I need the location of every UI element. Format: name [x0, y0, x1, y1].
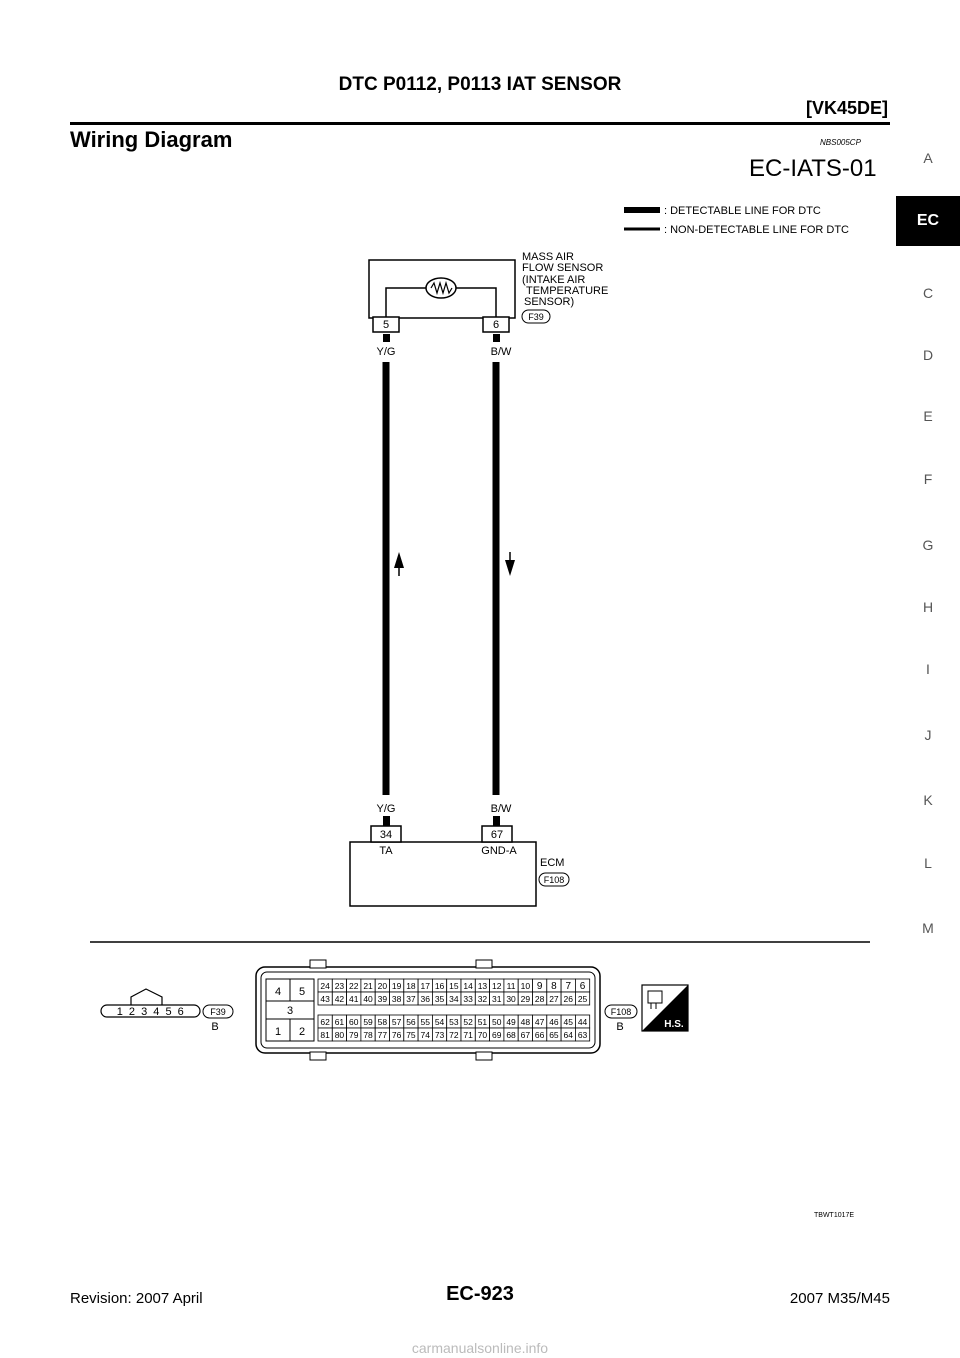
legend-detectable-text: : DETECTABLE LINE FOR DTC [664, 205, 821, 217]
wires [377, 334, 515, 826]
housing-latch [476, 1052, 492, 1060]
power-pin-3: 3 [286, 1005, 294, 1017]
pin-number: 47 [534, 1017, 545, 1027]
pin-number: 60 [349, 1017, 359, 1027]
connector-lock-tab [131, 989, 162, 1005]
pin-number: 28 [534, 994, 545, 1004]
pin-number: 14 [463, 981, 473, 991]
legend-non-detectable-text: : NON-DETECTABLE LINE FOR DTC [664, 224, 849, 236]
pin-number: 67 [520, 1030, 531, 1040]
ecm-signal-gnd-a: GND-A [481, 845, 517, 857]
pin-number: 55 [420, 1017, 430, 1027]
pin-number: 7 [565, 981, 572, 992]
power-pin-2: 2 [298, 1026, 306, 1038]
diagram-id: EC-IATS-01 [749, 155, 877, 182]
pin-number: 80 [334, 1030, 345, 1040]
pin-number: 17 [420, 981, 430, 991]
pin-number: 53 [449, 1017, 459, 1027]
pin-number: 66 [534, 1030, 545, 1040]
sensor-pin-5: 5 [382, 319, 390, 331]
pin-number: 74 [420, 1030, 430, 1040]
ecm-pin-67: 67 [490, 829, 504, 841]
pin-number: 10 [520, 981, 531, 991]
pin-number: 34 [449, 994, 459, 1004]
pin-number: 69 [492, 1030, 502, 1040]
wire-color-bottom-right: B/W [490, 803, 512, 815]
signal-arrow-down-icon [505, 560, 515, 576]
pin-number: 59 [363, 1017, 373, 1027]
housing-latch [476, 960, 492, 968]
pin-number: 26 [563, 994, 573, 1004]
pin-number: 56 [406, 1017, 416, 1027]
pin-number: 61 [334, 1017, 345, 1027]
pin-number: 46 [549, 1017, 559, 1027]
pin-number: 65 [549, 1030, 559, 1040]
pin-number: 31 [492, 994, 502, 1004]
ecm-unit [350, 826, 569, 906]
terminal-stub [383, 334, 390, 342]
pin-number: 75 [406, 1030, 416, 1040]
pin-number: 62 [320, 1017, 330, 1027]
pin-number: 33 [463, 994, 473, 1004]
pin-number: 44 [577, 1017, 588, 1027]
section-title: Wiring Diagram [70, 127, 233, 152]
index-tab-l[interactable]: L [924, 855, 932, 871]
pin-number: 30 [506, 994, 516, 1004]
pin-number: 32 [477, 994, 488, 1004]
f108-connector-view [256, 960, 637, 1060]
pin-number: 25 [577, 994, 588, 1004]
legend [624, 205, 849, 236]
wire-color-top-right: B/W [490, 346, 512, 358]
pin-number: 37 [406, 994, 416, 1004]
pin-number: 49 [506, 1017, 516, 1027]
f108-connector-id: F108 [610, 1007, 632, 1017]
f39-connector-id: F39 [210, 1007, 226, 1017]
pin-number: 58 [377, 1017, 388, 1027]
pin-number: 38 [391, 994, 402, 1004]
pin-number: 64 [563, 1030, 573, 1040]
index-tab-c[interactable]: C [922, 285, 934, 301]
pin-number: 72 [449, 1030, 459, 1040]
hs-label: H.S. [664, 1019, 684, 1030]
index-tab-h[interactable]: H [922, 599, 934, 615]
pin-number: 22 [349, 981, 359, 991]
f39-pin-numbers: 1 2 3 4 5 6 [116, 1006, 186, 1018]
pin-number: 27 [549, 994, 559, 1004]
index-tab-j[interactable]: J [924, 727, 932, 743]
index-tab-d[interactable]: D [922, 347, 934, 363]
pin-number: 41 [349, 994, 359, 1004]
pin-number: 79 [349, 1030, 359, 1040]
pin-number: 71 [463, 1030, 473, 1040]
index-tab-i[interactable]: I [926, 661, 930, 677]
pin-number: 19 [391, 981, 402, 991]
pin-number: 76 [391, 1030, 402, 1040]
index-tab-e[interactable]: E [923, 408, 933, 424]
pin-number: 9 [536, 981, 543, 992]
page-title: DTC P0112, P0113 IAT SENSOR [338, 74, 622, 95]
page-number: EC-923 [446, 1283, 514, 1305]
housing-latch [310, 960, 326, 968]
f39-connector-color: B [211, 1021, 219, 1033]
sensor-pin-6: 6 [492, 319, 500, 331]
sensor-label: MASS AIR FLOW SENSOR (INTAKE AIR TEMPERATURE SENSOR) [522, 251, 609, 308]
pin-number: 50 [492, 1017, 502, 1027]
pin-number: 11 [506, 981, 516, 991]
pin-number: 13 [477, 981, 488, 991]
pin-number: 23 [334, 981, 345, 991]
pin-number: 40 [363, 994, 373, 1004]
pin-number: 18 [406, 981, 416, 991]
revision: Revision: 2007 April [70, 1290, 203, 1307]
pin-number: 45 [563, 1017, 573, 1027]
pin-number: 15 [449, 981, 459, 991]
f39-connector-view [101, 989, 233, 1033]
ecm-connector-id: F108 [543, 875, 565, 885]
index-tab-m[interactable]: M [922, 920, 934, 936]
power-pin-1: 1 [274, 1026, 282, 1038]
wire-color-bottom-left: Y/G [376, 803, 396, 815]
pin-number: 51 [477, 1017, 488, 1027]
index-tab-k[interactable]: K [923, 792, 933, 808]
pin-number: 36 [420, 994, 430, 1004]
sensor-connector-id: F39 [528, 312, 544, 322]
pin-number: 73 [434, 1030, 445, 1040]
harness-side-icon [642, 985, 688, 1031]
power-pin-4: 4 [274, 986, 282, 998]
pin-number: 68 [506, 1030, 516, 1040]
engine-code: [VK45DE] [805, 98, 888, 118]
wire-color-top-left: Y/G [376, 346, 396, 358]
terminal-stub [383, 816, 390, 826]
pin-number: 54 [434, 1017, 445, 1027]
pin-number: 35 [434, 994, 445, 1004]
pin-number: 29 [520, 994, 531, 1004]
section-code: NBS005CP [820, 138, 861, 147]
ecm-signal-ta: TA [379, 845, 393, 857]
pin-number: 57 [391, 1017, 402, 1027]
terminal-stub [493, 334, 500, 342]
power-pin-5: 5 [298, 986, 306, 998]
pin-number: 6 [579, 981, 586, 992]
pin-number: 39 [377, 994, 388, 1004]
ecm-label: ECM [540, 857, 565, 869]
pin-number: 43 [320, 994, 330, 1004]
pin-number: 77 [377, 1030, 388, 1040]
index-tab-f[interactable]: F [923, 471, 933, 487]
pin-number: 78 [363, 1030, 373, 1040]
pin-number: 8 [551, 981, 557, 992]
f108-connector-color: B [616, 1021, 624, 1033]
index-tab-a[interactable]: A [923, 150, 933, 166]
pin-number: 48 [520, 1017, 531, 1027]
housing-latch [310, 1052, 326, 1060]
pin-number: 81 [320, 1030, 330, 1040]
mass-air-flow-sensor [369, 251, 611, 332]
pin-number: 24 [320, 981, 330, 991]
pin-number: 52 [463, 1017, 473, 1027]
ecm-pin-34: 34 [379, 829, 393, 841]
pin-number: 16 [434, 981, 445, 991]
index-tab-g[interactable]: G [922, 537, 934, 553]
signal-arrow-up-icon [394, 552, 404, 568]
pin-number: 42 [334, 994, 345, 1004]
pin-number: 70 [477, 1030, 488, 1040]
index-tab-ec[interactable]: EC [896, 196, 960, 246]
terminal-stub [493, 816, 500, 826]
figure-code: TBWT1017E [814, 1212, 855, 1219]
pin-number: 20 [377, 981, 388, 991]
watermark: carmanualsonline.info [411, 1340, 549, 1356]
pin-number: 63 [577, 1030, 588, 1040]
pin-number: 12 [492, 981, 502, 991]
pin-number: 21 [363, 981, 373, 991]
model: 2007 M35/M45 [789, 1290, 890, 1307]
